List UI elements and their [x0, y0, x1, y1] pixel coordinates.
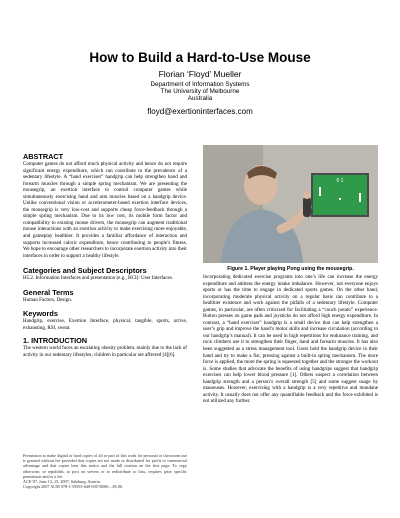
paper-title: How to Build a Hard-to-Use Mouse — [89, 50, 311, 65]
pong-ball — [339, 198, 341, 200]
copyright-line: Copyright 2007 ACM 978-1-59593-640-0/07/0006…$5.00. — [23, 484, 124, 490]
mousegrip-device — [303, 197, 311, 217]
copyright-footnote — [23, 453, 187, 489]
conference-line: ACE’07, June 13–15, 2007, Salzburg, Austria. — [23, 479, 101, 485]
abstract-text: Computer games do not afford much physical activity and hence do not require significant energy expenditure, which can contribute to the prevalence of a sedentary lifestyle. A “hand exerciser” handgrip can help strengthen hand and forearm muscles through a simple spring mechanism. We are presenting the mousegrip, an exertion interface to control computer games while simultaneously exercising hand and arm muscles based on a handgrip device. Unlike conventional vision or accelerometer-based exertion interface devices, the mousegrip is very low-cost and supports cheap force-feedback through a simple spring mechanism. Due to its low cost, its mobile form factor and compatibility to existing mouse drivers, the mousegrip can augment traditional mouse interactions with an exertion activity to make exercising more enjoyable, and gameplay healthier. It provides a familiar affordance of interaction and supports increased caloric expenditure, hence contributing to people’s fitness. We hope to encourage other researchers to incorporate exertion activity into their interfaces in order to support a healthy lifestyle. — [23, 161, 187, 259]
abstract-heading: ABSTRACT — [23, 152, 64, 161]
introduction-text: The western world faces an escalating obesity problem, mainly due to the lack of activity in our sedentary lifestyles; children in particular are affected [4][6]. — [23, 345, 187, 358]
author-name: Florian ‘Floyd’ Mueller — [158, 69, 242, 79]
general-terms-heading: General Terms — [23, 287, 74, 297]
right-column-text: Incorporating dedicated exercise programs into one’s life can increase the energy expenditure and address the energy intake imbalance. However, not everyone enjoys sports or has the time to engage in dedicated sports games. On the other hand, incorporating moderate physical activity on a regular basis can contribute to a healthier existence and work against the pitfalls of a sedentary lifestyle. Computer games, in particular, are often criticized for facilitating a “couch potato” experience. Button presses on game pads and joysticks do not afford high energy expenditure. In contrast, a “hand exerciser” handgrip is a small device that can help strengthen a user’s grip and improve the hand’s motor skills and increase circulation (according to our handgrip’s manual). It can be used in high repetitions for endurance training, and rock climbers use it to strengthen their finger, hand and forearm muscles. It has also been suggested as a stress management tool. Users hold the handgrip device in their hand and try to make a fist, pressing against a built-in spring mechanism. The more force is applied, the more the spring is squeezed together and the stronger the workout is. Some studies that advocate the benefits of using handgrips suggest that handgrip exercises can help lower blood pressure [1]. Others suspect a correlation between handgrip strength and a person’s overall strength [5] and some suggest usage by masseuses. However, exercising with a handgrip is a very repetitive and mundane activity. It usually does not offer any quantifiable feedback and the force exhibited is not utilized any further. — [203, 274, 378, 405]
figure-caption: Figure 1. Player playing Pong using the mousegrip. — [227, 266, 354, 272]
left-paddle — [319, 187, 321, 196]
left-column — [23, 152, 187, 358]
game-score: 0 1 — [336, 178, 344, 184]
affiliation-university: The University of Melbourne — [160, 88, 240, 95]
author-email[interactable]: floyd@exertioninterfaces.com — [147, 107, 253, 116]
keywords-text: Handgrip, exercise, Exertion Interface, physical, tangible, sports, active, exhausting, RSI, sweat. — [23, 318, 187, 331]
right-column — [203, 274, 378, 405]
introduction-heading: 1. INTRODUCTION — [23, 336, 88, 346]
player-photo-illustration — [203, 145, 378, 263]
categories-text: H5.2. Information Interfaces and presentation (e.g., HCI): User Interfaces. — [23, 275, 173, 282]
affiliation-country: Australia — [187, 95, 213, 102]
keywords-heading: Keywords — [23, 309, 58, 319]
player-hand — [303, 191, 311, 199]
general-terms-text: Human Factors, Design. — [23, 296, 73, 303]
categories-heading: Categories and Subject Descriptors — [23, 266, 147, 276]
right-paddle — [359, 193, 361, 202]
affiliation-department: Department of Information Systems — [150, 81, 250, 88]
figure-photo — [203, 145, 378, 263]
permission-notice: Permission to make digital or hard copies of all or part of this work for personal or classroom use is granted without fee provided that copies are not made or distributed for profit or commercial advantage and that copies bear this notice and the full citation on the first page. To copy otherwise, or republish, to post on servers or to redistribute to lists, requires prior specific permission and/or a fee. — [23, 453, 187, 479]
